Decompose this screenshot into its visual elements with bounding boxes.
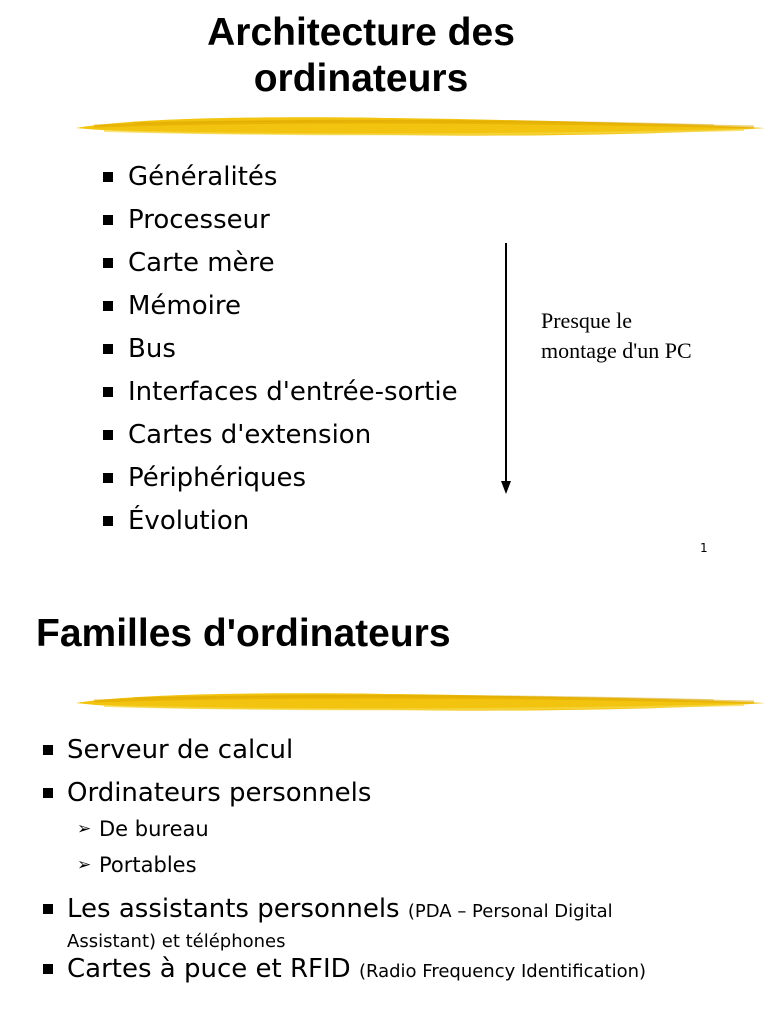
item-note-continued: Assistant) et téléphones	[67, 931, 286, 952]
topics-list	[103, 158, 458, 545]
list-item	[43, 731, 763, 774]
list-item	[43, 890, 763, 950]
item-label: Les assistants personnels	[67, 894, 400, 924]
list-item	[103, 330, 458, 373]
square-bullet-icon	[103, 258, 113, 268]
sub-list-item	[43, 850, 763, 890]
square-bullet-icon	[103, 516, 113, 526]
item-label: Évolution	[128, 506, 250, 536]
item-label: Processeur	[128, 205, 270, 235]
list-item	[103, 287, 458, 330]
list-item	[103, 373, 458, 416]
side-note: Presque le montage d'un PC	[541, 308, 692, 363]
square-bullet-icon	[43, 964, 53, 974]
square-bullet-icon	[43, 745, 53, 755]
list-item	[103, 201, 458, 244]
square-bullet-icon	[103, 344, 113, 354]
list-item	[103, 459, 458, 502]
yellow-brush-divider	[74, 686, 768, 718]
item-label: Cartes à puce et RFID	[67, 954, 351, 984]
item-label: Mémoire	[128, 291, 242, 321]
list-item	[43, 950, 763, 990]
item-label: Ordinateurs personnels	[67, 778, 372, 808]
arrow-bullet-icon: ➢	[77, 855, 92, 875]
list-item	[103, 244, 458, 287]
slide-2-title: Familles d'ordinateurs	[36, 612, 451, 655]
slide-1-title	[0, 10, 722, 102]
arrow-bullet-icon: ➢	[77, 819, 92, 839]
sub-list-item	[43, 814, 763, 850]
square-bullet-icon	[103, 301, 113, 311]
square-bullet-icon	[103, 387, 113, 397]
item-note: (PDA – Personal Digital	[407, 901, 613, 922]
title-line-2: ordinateurs	[253, 57, 469, 100]
slide-2	[0, 575, 768, 1024]
yellow-brush-divider	[74, 110, 768, 142]
page-number: 1	[700, 541, 708, 555]
sub-item-label: De bureau	[99, 817, 209, 841]
square-bullet-icon	[43, 788, 53, 798]
item-label: Carte mère	[128, 248, 275, 278]
item-label: Généralités	[128, 162, 278, 192]
item-label: Bus	[128, 334, 176, 364]
list-item	[43, 774, 763, 814]
square-bullet-icon	[103, 430, 113, 440]
square-bullet-icon	[103, 172, 113, 182]
item-label: Serveur de calcul	[67, 735, 294, 765]
list-item	[103, 502, 458, 545]
item-label: Périphériques	[128, 463, 307, 493]
square-bullet-icon	[43, 904, 53, 914]
square-bullet-icon	[103, 473, 113, 483]
square-bullet-icon	[103, 215, 113, 225]
list-item	[103, 416, 458, 459]
families-list	[43, 731, 763, 990]
down-arrow-icon	[498, 243, 514, 496]
item-note: (Radio Frequency Identification)	[358, 961, 647, 982]
title-line-1: Architecture des	[207, 11, 515, 54]
item-label: Cartes d'extension	[128, 420, 372, 450]
item-label: Interfaces d'entrée-sortie	[128, 377, 458, 407]
sub-item-label: Portables	[99, 853, 197, 877]
list-item	[103, 158, 458, 201]
